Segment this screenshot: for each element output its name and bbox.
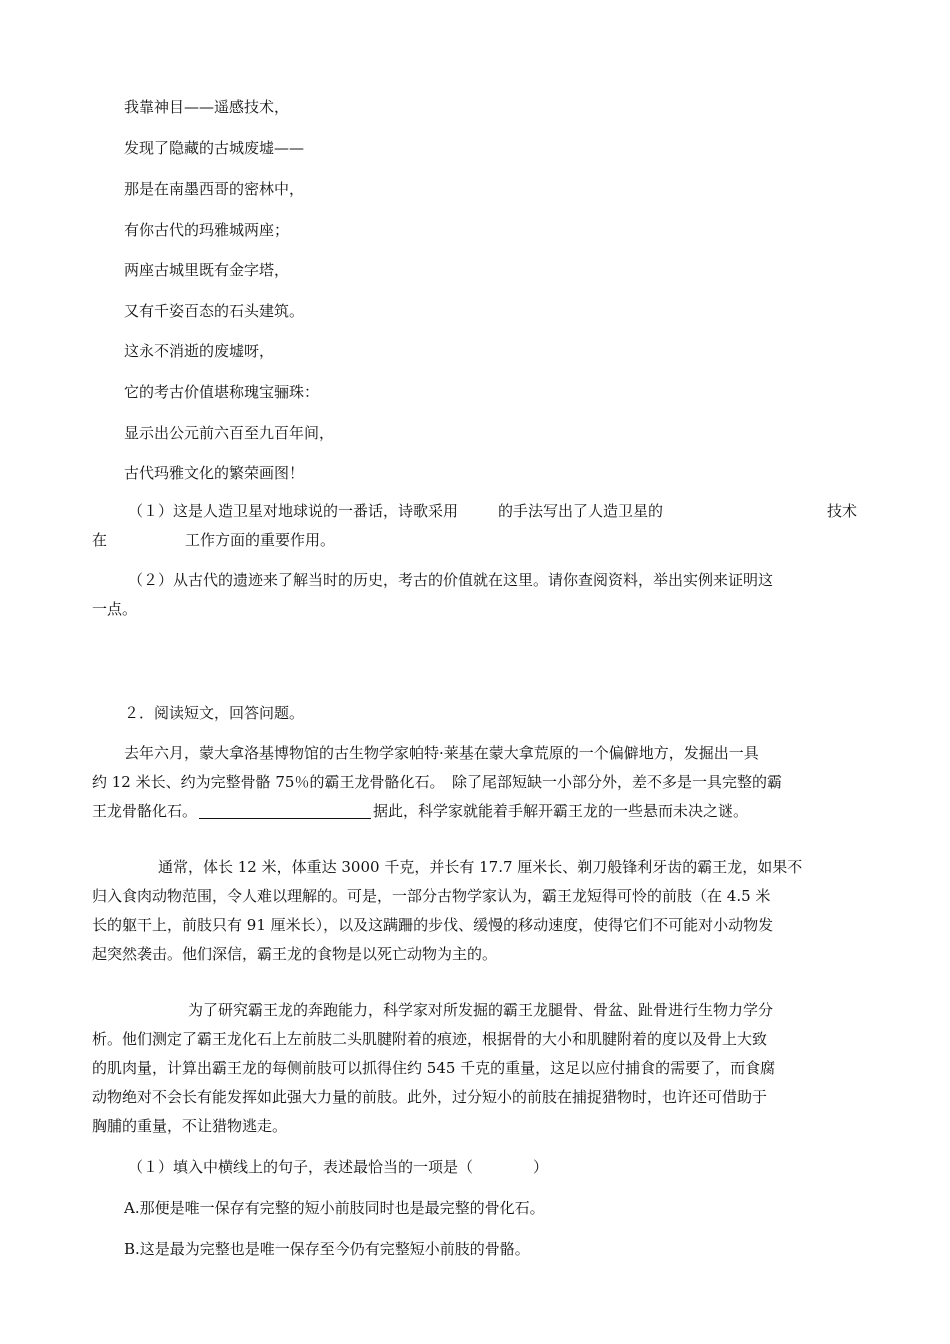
poem-line: 它的考古价值堪称瑰宝骊珠： xyxy=(124,383,320,401)
poem-line: 这永不消逝的废墟呀， xyxy=(124,342,275,360)
poem-line: 有你古代的玛雅城两座； xyxy=(124,221,290,239)
passage-line: 析。他们测定了霸王龙化石上左前肢二头肌腱附着的痕迹，根据骨的大小和肌腱附着的度以及骨上大致 xyxy=(92,1030,768,1048)
q1-part2-line: 一点。 xyxy=(92,600,138,618)
q1-part1-text-e: 工作方面的重要作用。 xyxy=(185,531,336,549)
q1-part1-text-b: 的手法写出了人造卫星的 xyxy=(498,502,664,520)
poem-line: 那是在南墨西哥的密林中， xyxy=(124,180,305,198)
q1-part1-text-c: 技术 xyxy=(827,502,858,520)
passage-line: 归入食肉动物范围，令人难以理解的。可是，一部分古物学家认为，霸王龙短得可怜的前肢（在 4.5 米 xyxy=(92,887,771,905)
option-a[interactable]: A.那便是唯一保存有完整的短小前肢同时也是最完整的骨化石。 xyxy=(124,1199,545,1217)
option-b[interactable]: B.这是最为完整也是唯一保存至今仍有完整短小前肢的骨骼。 xyxy=(124,1240,530,1258)
section-2-heading: ２．阅读短文，回答问题。 xyxy=(124,704,305,722)
passage-line: 约 12 米长、约为完整骨骼 75％的霸王龙骨骼化石。 除了尾部短缺一小部分外，差不多是一具完整的霸 xyxy=(92,773,782,791)
passage-line: 胸脯的重量，不让猎物逃走。 xyxy=(92,1117,288,1135)
q1-part1-text-a: （１）这是人造卫星对地球说的一番话，诗歌采用 xyxy=(128,502,459,520)
passage-line: 长的躯干上，前肢只有 91 厘米长），以及这蹒跚的步伐、缓慢的移动速度，使得它们不可能对小动物发 xyxy=(92,916,774,934)
passage-line: 起突然袭击。他们深信，霸王龙的食物是以死亡动物为主的。 xyxy=(92,945,498,963)
poem-line: 显示出公元前六百至九百年间， xyxy=(124,424,335,442)
q1-part1-text-d: 在 xyxy=(92,531,108,549)
fill-in-blank-line[interactable] xyxy=(199,802,371,819)
passage-line: 的肌肉量，计算出霸王龙的每侧前肢可以抓得住约 545 千克的重量，这足以应付捕食的需要了，而食腐 xyxy=(92,1059,776,1077)
passage-line: 据此，科学家就能着手解开霸王龙的一些悬而未决之谜。 xyxy=(373,802,749,820)
passage-line: 王龙骨骼化石。 xyxy=(92,802,198,820)
passage-line: 去年六月，蒙大拿洛基博物馆的古生物学家帕特·莱基在蒙大拿荒原的一个偏僻地方，发掘出一具 xyxy=(124,744,759,762)
poem-line: 又有千姿百态的石头建筑。 xyxy=(124,302,305,320)
passage-line: 通常，体长 12 米，体重达 3000 千克，并长有 17.7 厘米长、剃刀般锋利牙齿的霸王龙，如果不 xyxy=(158,858,803,876)
passage-line: 为了研究霸王龙的奔跑能力，科学家对所发掘的霸王龙腿骨、骨盆、趾骨进行生物力学分 xyxy=(188,1001,774,1019)
passage-line: 动物绝对不会长有能发挥如此强大力量的前肢。此外，过分短小的前肢在捕捉猎物时，也许还可借助于 xyxy=(92,1088,768,1106)
poem-line: 我靠神目——遥感技术， xyxy=(124,98,290,116)
poem-line: 两座古城里既有金字塔， xyxy=(124,261,290,279)
q1-part2-line: （２）从古代的遗迹来了解当时的历史，考古的价值就在这里。请你查阅资料，举出实例来证明这 xyxy=(128,571,774,589)
poem-line: 古代玛雅文化的繁荣画图！ xyxy=(124,464,305,482)
poem-line: 发现了隐藏的古城废墟—— xyxy=(124,139,305,157)
question-stem: （１）填入中横线上的句子，表述最恰当的一项是（ ） xyxy=(128,1158,549,1176)
